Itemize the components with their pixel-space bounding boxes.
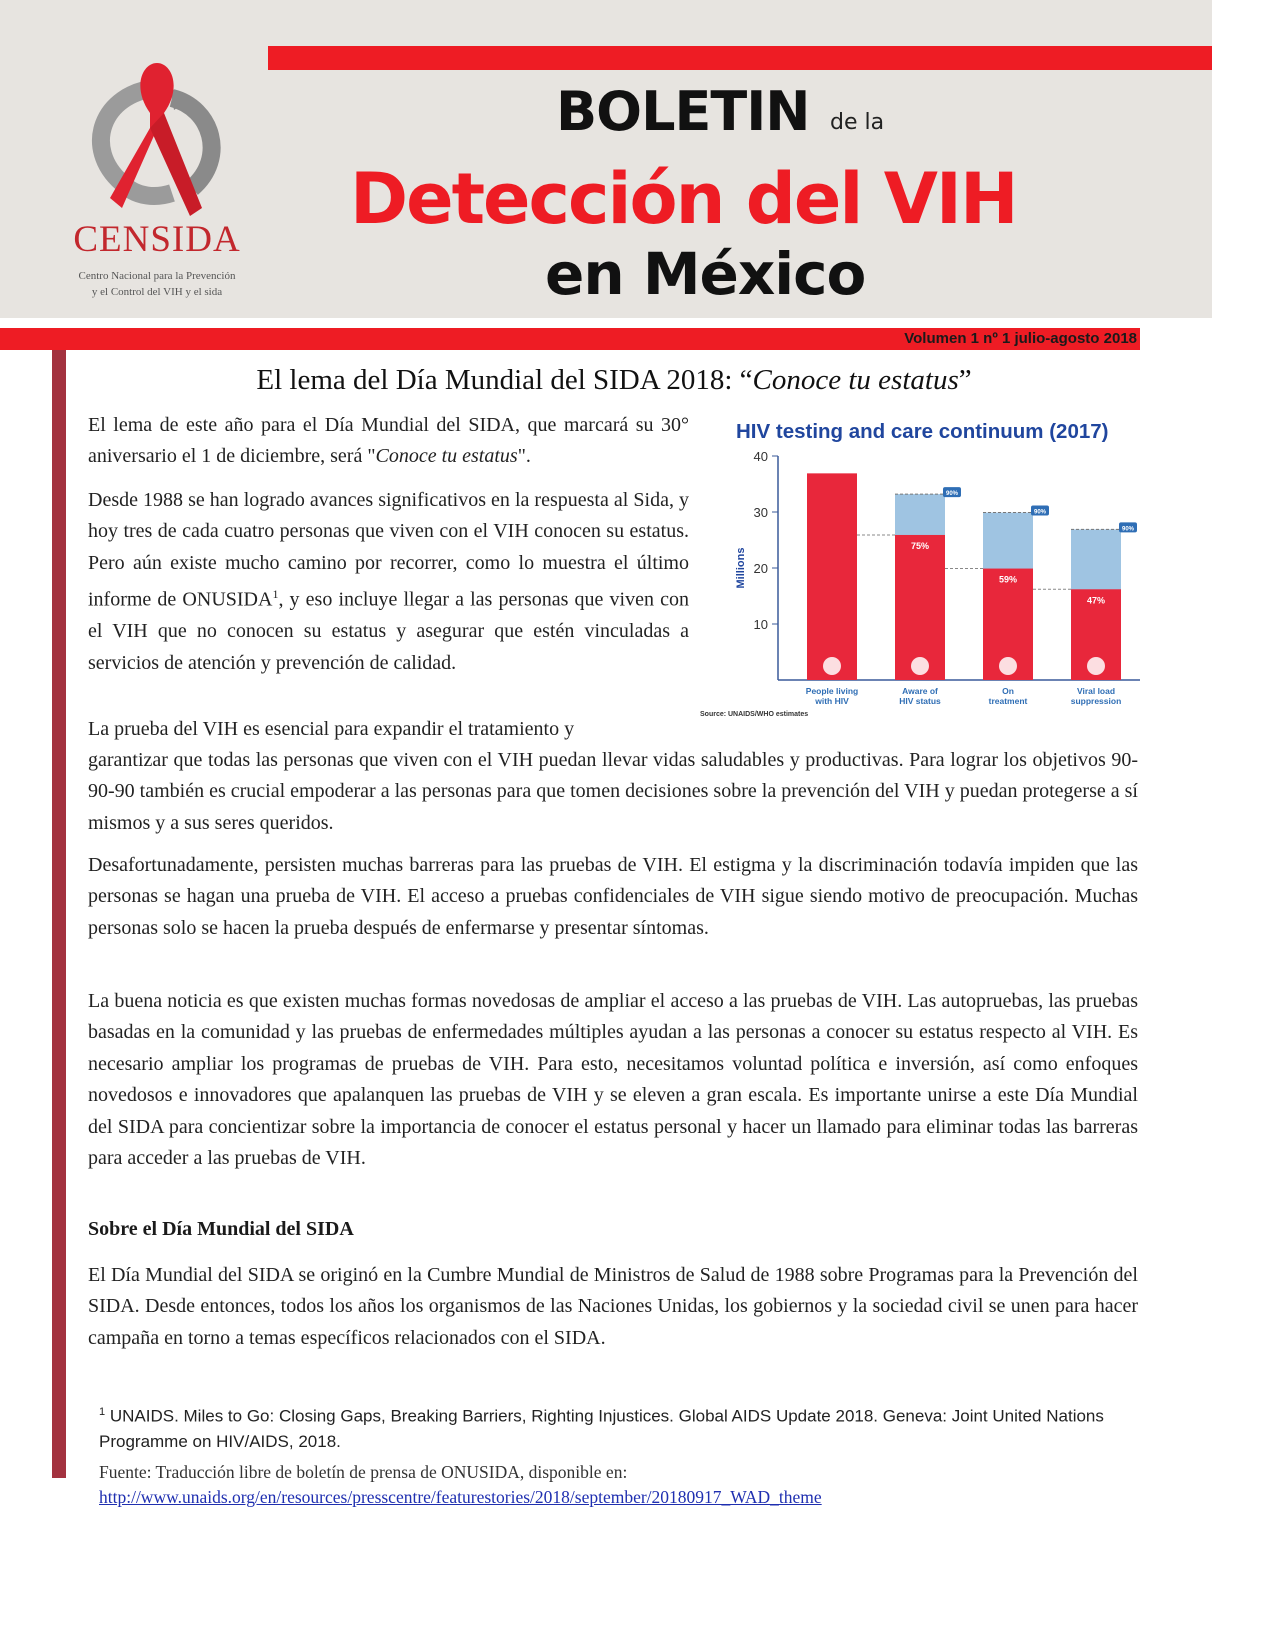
- left-accent-bar: [52, 350, 66, 1478]
- category-icon: [823, 657, 841, 675]
- chart-title: HIV testing and care continuum (2017): [736, 420, 1109, 443]
- achieved-bar: [807, 473, 857, 680]
- category-label: People living: [805, 686, 859, 696]
- censida-logo: [62, 58, 252, 308]
- paragraph-5: La buena noticia es que existen muchas formas novedosas de ampliar el acceso a las pruebas de VIH. Las autopruebas, las pruebas basadas en la comunidad y las pruebas de enfermedades múltiples ayudan a las personas a conocer su estatus respecto al VIH. Es necesario ampliar los programas de pruebas de VIH. Para esto, necesitamos voluntad política e inversión, así como enfoques novedosos e innovadores que apalanquen las pruebas de VIH y se eleven a gran escala. Es importante unirse a este Día Mundial del SIDA para concientizar sobre la importancia de conocer el estatus personal y hacer un llamado para eliminar todas las barreras para acceder a las pruebas de VIH.: [88, 990, 1138, 1170]
- target-badge-label: 90%: [1033, 509, 1047, 516]
- red-ribbon-icon: [62, 58, 252, 218]
- logo-subtitle-line: Centro Nacional para la Prevención: [78, 270, 236, 282]
- category-label: HIV status: [899, 696, 941, 706]
- footnote: [99, 1400, 1129, 1454]
- source-label: Fuente: Traducción libre de boletín de prensa de ONUSIDA, disponible en:: [99, 1462, 628, 1482]
- headline-main: El lema del Día Mundial del SIDA 2018: “: [256, 364, 753, 396]
- header-top-red-bar: [268, 46, 1212, 70]
- target-badge-label: 90%: [945, 491, 959, 498]
- y-axis-label: Millions: [735, 547, 747, 589]
- p1-end: ".: [517, 445, 531, 468]
- logo-subtitle-line: y el Control del VIH y el sida: [91, 286, 223, 298]
- p2-text-end: , y eso incluye llegar a las personas que viven con el VIH que no conocen su estatus y asegurar que estén vinculadas a servicios de atención y prevención de calidad.: [88, 588, 689, 674]
- paragraph-4: Desafortunadamente, persisten muchas barreras para las pruebas de VIH. El estigma y la discriminación todavía impiden que las personas se hagan una prueba de VIH. El acceso a pruebas confidenciales de VIH sigue siendo motivo de preocupación. Muchas personas solo se hacen la prueba después de enfermarse y presentar síntomas.: [88, 854, 1138, 939]
- category-label: treatment: [988, 696, 1028, 706]
- category-icon: [999, 657, 1017, 675]
- category-icon: [911, 657, 929, 675]
- footnote-marker: 1: [99, 1406, 106, 1418]
- category-label: with HIV: [815, 696, 849, 706]
- p1-text: El lema de este año para el Día Mundial del SIDA, que marcará su 30° aniversario el 1 de diciembre, será ": [88, 414, 689, 468]
- paragraph-3: garantizar que todas las personas que viven con el VIH puedan llevar vidas saludables y productivas. Para lograr los objetivos 90-90-90 también es crucial empoderar a las personas para que tomen decisiones sobre la prevención del VIH y puedan protegerse a sí mismos y a sus seres queridos.: [88, 749, 1138, 834]
- title-de-la: de la: [830, 110, 885, 135]
- bar-percent-label: 75%: [910, 540, 930, 551]
- title-en-mexico: en México: [545, 240, 866, 308]
- volume-info: Volumen 1 nº 1 julio-agosto 2018: [904, 330, 1137, 347]
- paragraph-3-start: La prueba del VIH es esencial para expandir el tratamiento y: [88, 718, 575, 740]
- y-tick-label: 10: [753, 617, 768, 632]
- logo-subtitle: [62, 268, 252, 300]
- headline-italic: Conoce tu estatus: [752, 364, 959, 396]
- chart-source: Source: UNAIDS/WHO estimates: [700, 711, 809, 718]
- hiv-continuum-chart: [700, 410, 1150, 720]
- p1-italic: Conoce tu estatus: [375, 445, 518, 468]
- paragraph-1: [88, 410, 689, 473]
- logo-wordmark: CENSIDA: [73, 219, 241, 260]
- category-icon: [1087, 657, 1105, 675]
- y-tick-label: 20: [753, 561, 768, 576]
- footnote-text: UNAIDS. Miles to Go: Closing Gaps, Breaking Barriers, Righting Injustices. Global AIDS Update 2018. Geneva: Joint United Nations Programme on HIV/AIDS, 2018.: [99, 1406, 1104, 1451]
- bar-percent-label: 47%: [1086, 595, 1106, 606]
- category-label: suppression: [1070, 696, 1122, 706]
- paragraph-2: [88, 485, 689, 679]
- category-label: On: [1002, 686, 1014, 696]
- p2-text: Desde 1988 se han logrado avances significativos en la respuesta al Sida, y hoy tres de cada cuatro personas que viven con el VIH conocen su estatus. Pero aún existe mucho camino por recorrer, como lo muestra el último informe de ONUSIDA: [88, 489, 689, 611]
- y-tick-label: 30: [753, 505, 768, 520]
- article-headline: [90, 364, 1138, 397]
- source-note: [99, 1460, 1139, 1510]
- target-badge-label: 90%: [1121, 526, 1135, 533]
- paragraph-6: El Día Mundial del SIDA se originó en la Cumbre Mundial de Ministros de Salud de 1988 sobre Programas para la Prevención del SIDA. Desde entonces, todos los años los organismos de las Naciones Unidas, los gobiernos y la sociedad civil se unen para hacer campaña en torno a temas específicos relacionados con el SIDA.: [88, 1264, 1138, 1349]
- bar-percent-label: 59%: [998, 574, 1018, 585]
- title-boletin: BOLETIN: [556, 80, 810, 143]
- headline-close: ”: [958, 364, 972, 396]
- section-subheading: Sobre el Día Mundial del SIDA: [88, 1218, 354, 1240]
- title-deteccion: Detección del VIH: [350, 158, 1017, 240]
- y-tick-label: 40: [753, 449, 768, 464]
- category-label: Viral load: [1076, 686, 1116, 696]
- category-label: Aware of: [902, 686, 938, 696]
- source-link[interactable]: http://www.unaids.org/en/resources/presscentre/featurestories/2018/september/20180917_WAD_theme: [99, 1487, 822, 1507]
- chart-svg: [700, 410, 1150, 720]
- footnote-ref: 1: [272, 587, 279, 602]
